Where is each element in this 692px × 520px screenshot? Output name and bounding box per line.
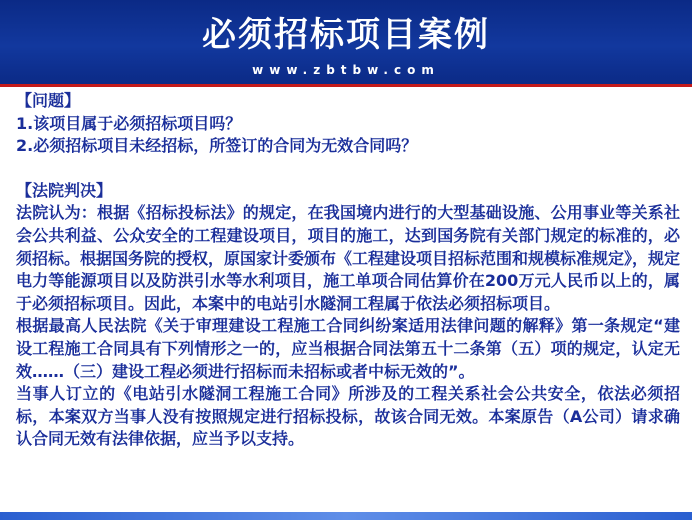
judgment-paragraph: 当事人订立的《电站引水隧洞工程施工合同》所涉及的工程关系社会公共安全，依法必须招标，本案双方当事人没有按照规定进行招标投标，故该合同无效。本案原告（A公司）请求确认合同无效有法律依据，应当予以支持。	[16, 384, 680, 449]
judgment-heading: 【法院判决】	[16, 180, 113, 200]
slide-title: 必须招标项目案例	[202, 15, 490, 55]
slide-content	[16, 90, 680, 451]
site-url: www.zbtbw.com	[252, 63, 440, 77]
question-item: 1.该项目属于必须招标项目吗？	[16, 113, 242, 133]
title-banner	[0, 0, 692, 84]
question-item: 2.必须招标项目未经招标，所签订的合同为无效合同吗？	[16, 136, 418, 156]
spacer	[16, 158, 680, 180]
judgment-paragraph: 根据最高人民法院《关于审理建设工程施工合同纠纷案适用法律问题的解释》第一条规定“建设工程施工合同具有下列情形之一的，应当根据合同法第五十二条第（五）项的规定，认定无效……（三）建设工程必须进行招标而未招标或者中标无效的”。	[16, 316, 680, 381]
divider-line	[0, 84, 692, 87]
bottom-bar	[0, 512, 692, 520]
question-heading: 【问题】	[16, 91, 81, 110]
judgment-paragraph: 法院认为：根据《招标投标法》的规定，在我国境内进行的大型基础设施、公用事业等关系社会公共利益、公众安全的工程建设项目，项目的施工，达到国务院有关部门规定的标准的，必须招标。根据国务院的授权，原国家计委颁布《工程建设项目招标范围和规模标准规定》，规定电力等能源项目以及防洪引水等水利项目，施工单项合同估算价在200万元人民币以上的，属于必须招标项目。因此，本案中的电站引水隧洞工程属于依法必须招标项目。	[16, 203, 681, 313]
